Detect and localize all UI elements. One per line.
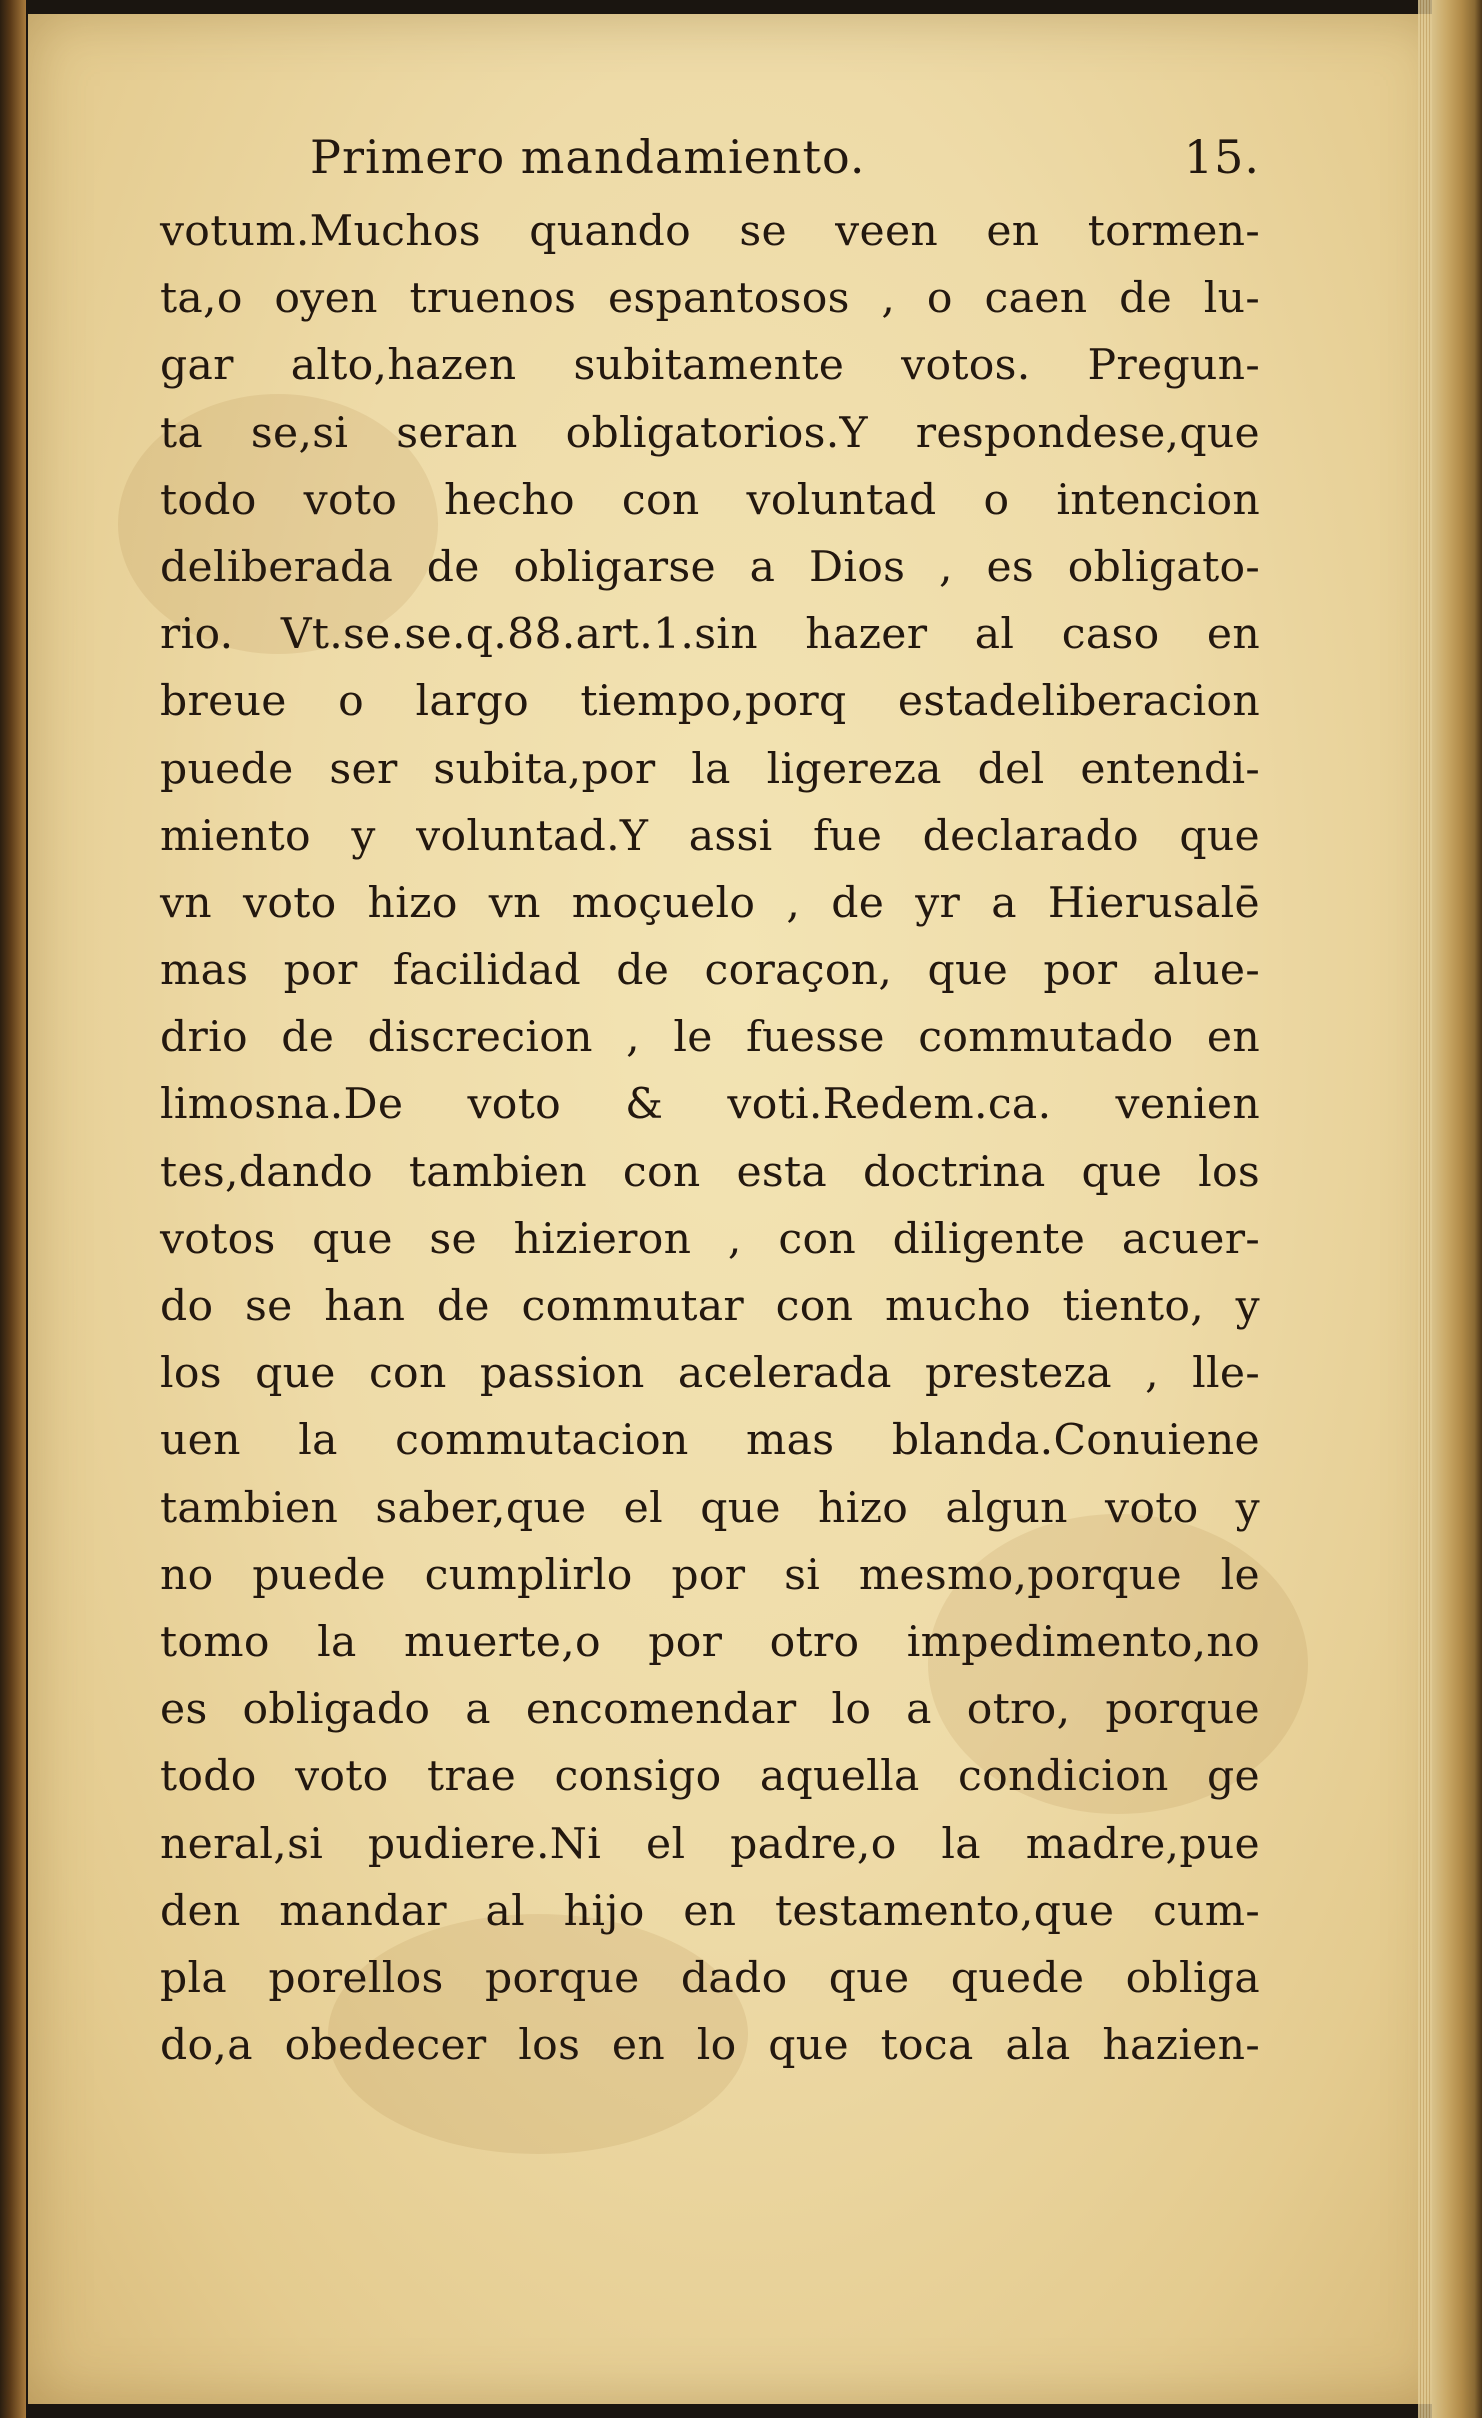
text-line: los que con passion acelerada presteza , lle-: [160, 1349, 1260, 1399]
text-line: do,a obedecer los en lo que toca ala hazien-: [160, 2021, 1260, 2071]
text-line: uen la commutacion mas blanda.Conuiene: [160, 1416, 1260, 1466]
text-line: votos que se hizieron , con diligente acuer-: [160, 1214, 1260, 1264]
text-line: tomo la muerte,o por otro impedimento,no: [160, 1617, 1260, 1667]
text-line: ta se,si seran obligatorios.Y respondese,que: [160, 408, 1260, 458]
text-line: vn voto hizo vn moçuelo , de yr a Hierusalē: [160, 878, 1260, 928]
text-line: votum.Muchos quando se veen en tormen-: [160, 207, 1260, 256]
text-line: puede ser subita,por la ligereza del entendi-: [160, 744, 1260, 794]
page-edges: [1418, 0, 1432, 2418]
text-line: todo voto hecho con voluntad o intencion: [160, 475, 1260, 525]
page-text: [160, 120, 1260, 2079]
text-line: tes,dando tambien con esta doctrina que los: [160, 1147, 1260, 1197]
text-line: miento y voluntad.Y assi fue declarado que: [160, 811, 1260, 861]
running-title: Primero mandamiento.: [310, 130, 866, 184]
text-line: gar alto,hazen subitamente votos. Pregun-: [160, 341, 1260, 391]
text-line: breue o largo tiempo,porq estadeliberacion: [160, 677, 1260, 727]
body-text: [160, 198, 1260, 2079]
text-line: es obligado a encomendar lo a otro, porque: [160, 1685, 1260, 1735]
text-line: todo voto trae consigo aquella condicion ge: [160, 1752, 1260, 1802]
text-line: deliberada de obligarse a Dios , es obligato-: [160, 542, 1260, 592]
text-line: rio. Vt.se.se.q.88.art.1.sin hazer al caso en: [160, 610, 1260, 660]
text-line: mas por facilidad de coraçon, que por alue-: [160, 946, 1260, 996]
running-head: [160, 120, 1260, 198]
text-line: pla porellos porque dado que quede obliga: [160, 1953, 1260, 2003]
text-line: neral,si pudiere.Ni el padre,o la madre,pue: [160, 1819, 1260, 1869]
text-line: no puede cumplirlo por si mesmo,porque le: [160, 1550, 1260, 1600]
book-gutter-left: [0, 0, 26, 2418]
book-edge-right: [1432, 0, 1482, 2418]
text-line: ta,o oyen truenos espantosos , o caen de lu-: [160, 274, 1260, 324]
text-line: tambien saber,que el que hizo algun voto y: [160, 1483, 1260, 1533]
text-line: den mandar al hijo en testamento,que cum-: [160, 1886, 1260, 1936]
folio-number: 15.: [1183, 130, 1260, 184]
text-line: drio de discrecion , le fuesse commutado en: [160, 1013, 1260, 1063]
text-line: do se han de commutar con mucho tiento, y: [160, 1282, 1260, 1331]
text-line: limosna.De voto & voti.Redem.ca. venien: [160, 1080, 1260, 1130]
